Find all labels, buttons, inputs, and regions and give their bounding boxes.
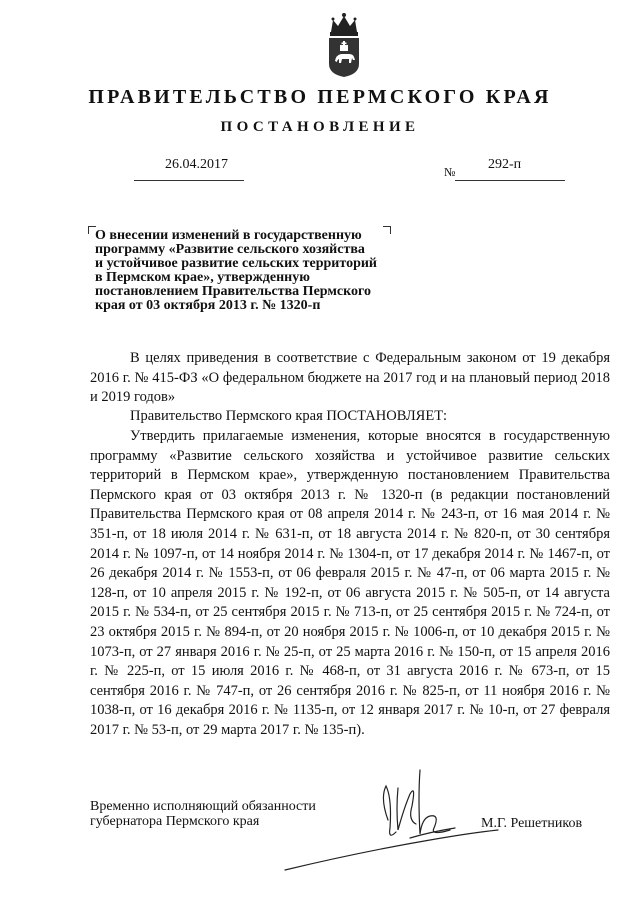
body-paragraph-decision: Утвердить прилагаемые изменения, которые вносятся в государственную программу «Развитие сельского хозяйства и устойчивое развитие сельских территорий в Пермском крае», утвержденную постановлением Правительства Пермского края от 03 октября 2013 г. № 1320-п (в редакции постановлений Правительства Пермского края от 08 апреля 2014 г. № 243-п, от 16 мая 2014 г. № 351-п, от 18 июля 2014 г. № 631-п, от 18 августа 2014 г. № 820-п, от 30 сентября 2014 г. № 1097-п, от 14 ноября 2014 г. № 1304-п, от 17 декабря 2014 г. № 1467-п, от 26 декабря 2014 г. № 1553-п, от 06 февраля 2015 г. № 47-п, от 06 марта 2015 г. № 128-п, от 10 апреля 2015 г. № 192-п, от 06 августа 2015 г. № 505-п, от 14 августа 2015 г. № 534-п, от 25 сентября 2015 г. № 713-п, от 25 сентября 2015 г. № 724-п, от 23 октября 2015 г. № 894-п, от 20 ноября 2015 г. № 1006-п, от 10 декабря 2015 г. № 1073-п, от 27 января 2016 г. № 25-п, от 25 марта 2016 г. № 150-п, от 15 апреля 2016 г. № 225-п, от 15 июля 2016 г. № 468-п, от 31 августа 2016 г. № 673-п, от 15 сентября 2016 г. № 747-п, от 26 сентября 2016 г. № 825-п, от 11 ноября 2016 г. № 1038-п, от 16 декабря 2016 г. № 1135-п, от 12 января 2017 г. № 10-п, от 27 февраля 2017 г. № 53-п, от 29 марта 2017 г. № 135-п). [90, 428, 610, 738]
document-date: 26.04.2017 [165, 157, 228, 172]
document-number: 292-п [488, 157, 522, 172]
signer-position-line: губернатора Пермского края [90, 814, 260, 829]
body-paragraph-preamble: В целях приведения в соответствие с Федеральным законом от 19 декабря 2016 г. № 415-ФЗ «О федеральном бюджете на 2017 год и на плановый период 2018 и 2019 годов» [90, 350, 610, 406]
subject-line: края от 03 октября 2013 г. № 1320-п [95, 298, 321, 313]
handwritten-signature-icon [280, 758, 500, 878]
number-underline [455, 180, 565, 181]
subject-line: в Пермском крае», утвержденную [95, 270, 310, 285]
body-paragraph-resolves: Правительство Пермского края ПОСТАНОВЛЯЕТ: [130, 408, 448, 424]
number-sign: № [444, 165, 456, 179]
date-underline [134, 180, 244, 181]
subject-block [95, 229, 405, 313]
signer-name: М.Г. Решетников [481, 816, 583, 831]
subject-line: постановлением Правительства Пермского [95, 284, 371, 299]
signer-position-line: Временно исполняющий обязанности [90, 799, 316, 814]
document-type: ПОСТАНОВЛЕНИЕ [220, 119, 420, 135]
perm-krai-coat-of-arms-icon [327, 12, 361, 78]
subject-line: и устойчивое развитие сельских территорий [95, 256, 377, 271]
subject-line: О внесении изменений в государственную [95, 228, 362, 243]
subject-line: программу «Развитие сельского хозяйства [95, 242, 365, 257]
government-title: ПРАВИТЕЛЬСТВО ПЕРМСКОГО КРАЯ [88, 86, 552, 108]
